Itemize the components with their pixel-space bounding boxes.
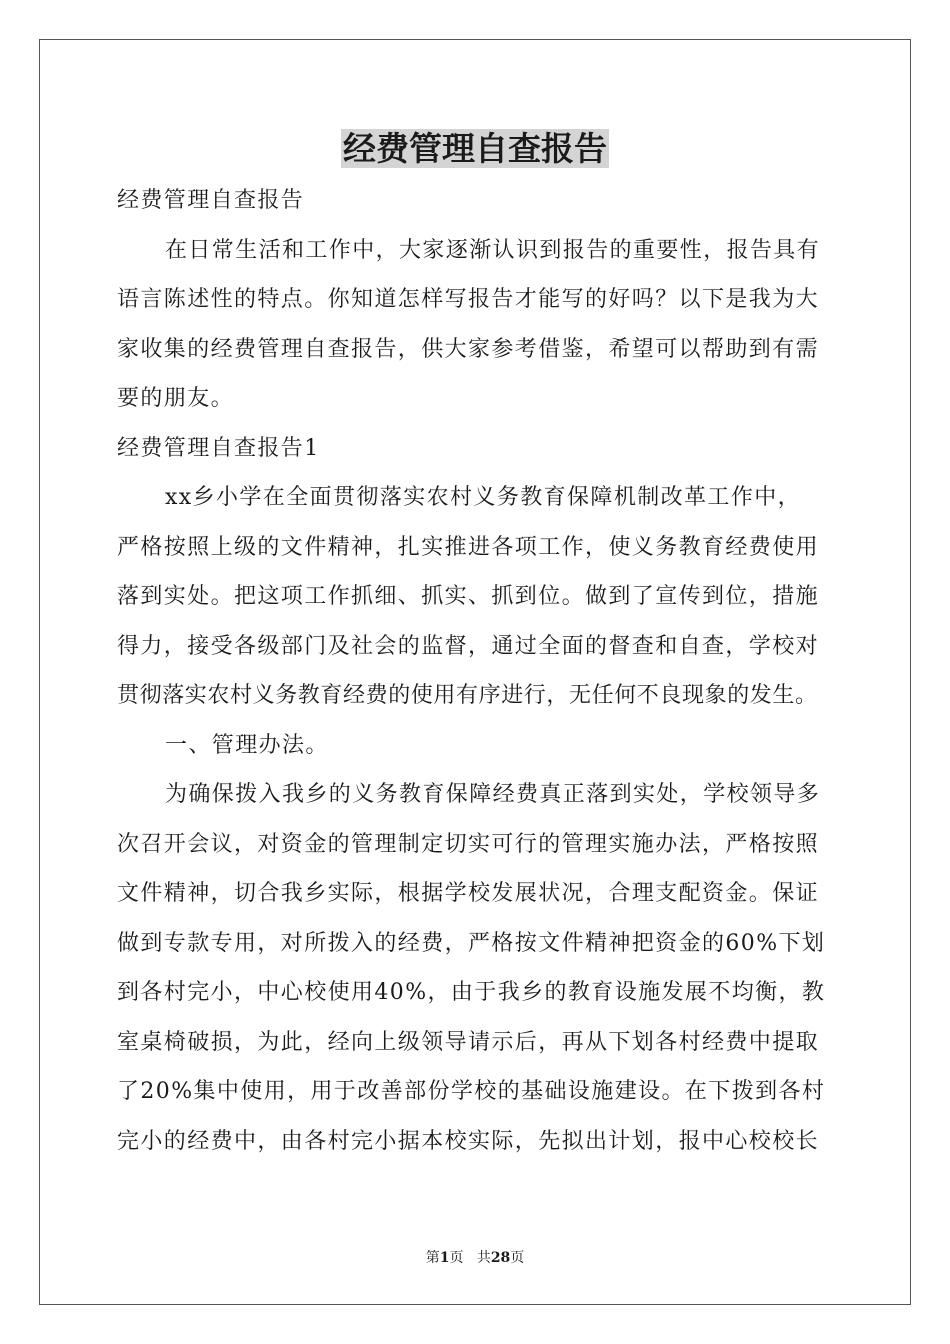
page-total: 28 xyxy=(490,1250,511,1266)
paragraph-line: 为确保拨入我乡的义务教育保障经费真正落到实处，学校领导多 xyxy=(165,782,821,807)
total-prefix: 共 xyxy=(476,1250,491,1266)
document-title-text: 经费管理自查报告 xyxy=(343,129,607,168)
paragraph-line: 完小的经费中，由各村完小据本校实际，先拟出计划，报中心校校长 xyxy=(117,1128,820,1154)
paragraph-line: 室桌椅破损，为此，经向上级领导请示后，再从下划各村经费中提取 xyxy=(117,1029,820,1055)
paragraph-line: xx乡小学在全面贯彻落实农村义务教育保障机制改革工作中， xyxy=(165,485,802,510)
paragraph-line: 做到专款专用，对所拨入的经费，严格按文件精神把资金的60%下划 xyxy=(117,930,826,956)
paragraph-line: 得力，接受各级部门及社会的监督，通过全面的督查和自查，学校对 xyxy=(117,633,820,659)
paragraph-line: 贯彻落实农村义务教育经费的使用有序进行，无任何不良现象的发生。 xyxy=(117,683,818,708)
paragraph-line: 到各村完小，中心校使用40%，由于我乡的教育设施发展不均衡，教 xyxy=(117,980,826,1005)
page-footer xyxy=(0,1248,950,1268)
paragraph-line: 次召开会议，对资金的管理制定切实可行的管理实施办法，严格按照 xyxy=(117,831,820,857)
document-title xyxy=(0,127,950,171)
subsection-heading: 一、管理办法。 xyxy=(165,732,329,758)
paragraph-line: 严格按照上级的文件精神，扎实推进各项工作，使义务教育经费使用 xyxy=(117,534,820,560)
total-label: 页 xyxy=(510,1250,525,1266)
paragraph-line: 在日常生活和工作中，大家逐渐认识到报告的重要性，报告具有 xyxy=(165,237,821,263)
paragraph-line: 语言陈述性的特点。你知道怎样写报告才能写的好吗？以下是我为大 xyxy=(117,287,820,312)
subtitle-line: 经费管理自查报告 xyxy=(117,188,305,213)
paragraph-line: 落到实处。把这项工作抓细、抓实、抓到位。做到了宣传到位，措施 xyxy=(117,584,820,609)
section-heading: 经费管理自查报告1 xyxy=(117,435,320,461)
paragraph-line: 文件精神，切合我乡实际，根据学校发展状况，合理支配资金。保证 xyxy=(117,881,820,906)
page-current: 1 xyxy=(439,1250,450,1266)
page-label: 页 xyxy=(449,1250,464,1266)
paragraph-line: 家收集的经费管理自查报告，供大家参考借鉴，希望可以帮助到有需 xyxy=(117,336,820,362)
paragraph-line: 了20%集中使用，用于改善部份学校的基础设施建设。在下拨到各村 xyxy=(117,1079,826,1104)
document-body xyxy=(117,176,847,1166)
paragraph-line: 要的朋友。 xyxy=(117,386,235,411)
page-prefix: 第 xyxy=(425,1250,440,1266)
